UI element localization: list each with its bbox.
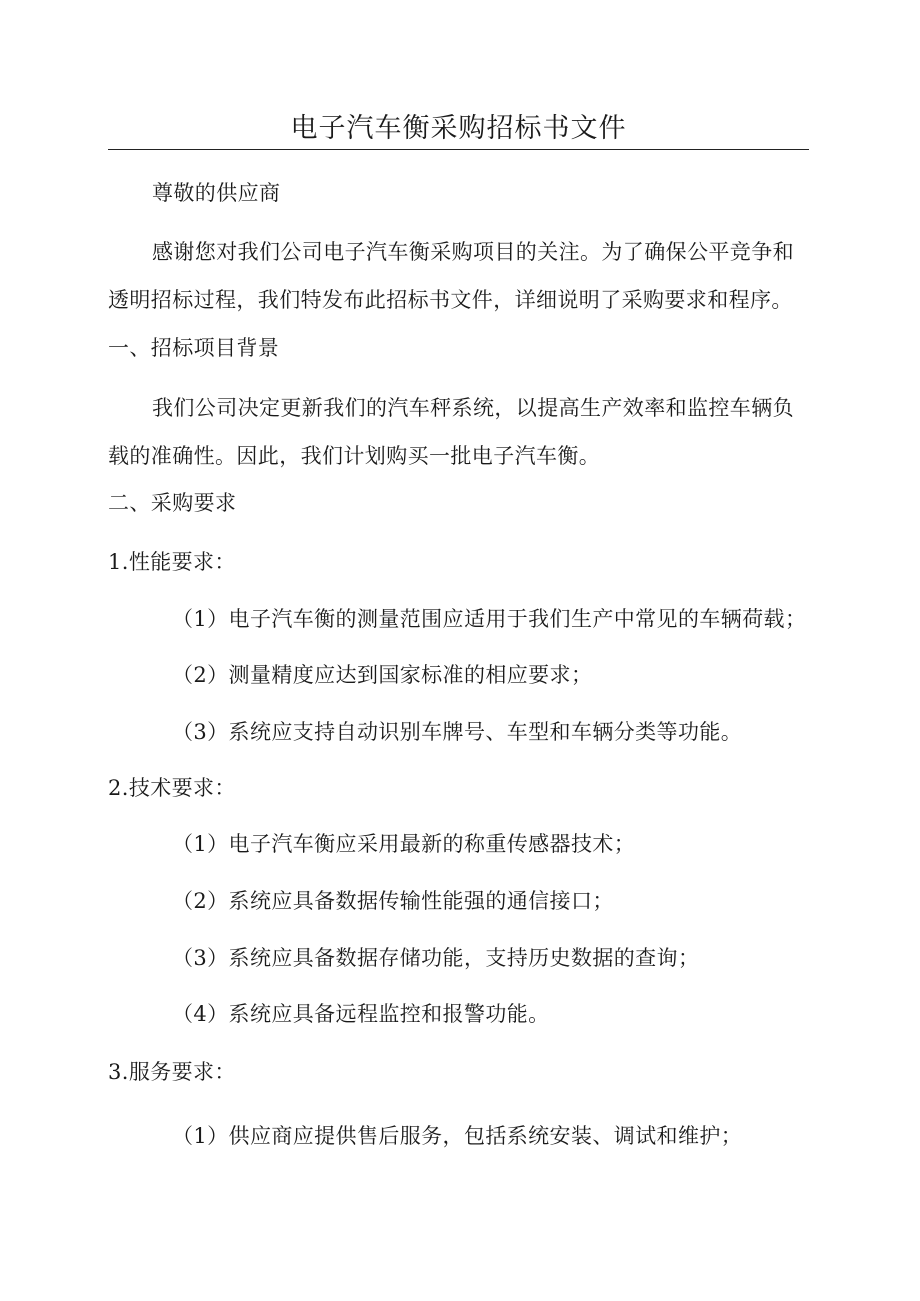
technical-item-2: （2）系统应具备数据传输性能强的通信接口； bbox=[172, 889, 614, 913]
service-item-1: （1）供应商应提供售后服务，包括系统安装、调试和维护； bbox=[172, 1124, 743, 1148]
intro-paragraph: 感谢您对我们公司电子汽车衡采购项目的关注。为了确保公平竞争和透明招标过程，我们特发布此招标书文件，详细说明了采购要求和程序。 bbox=[108, 240, 794, 312]
section-heading-background: 一、招标项目背景 bbox=[108, 336, 280, 360]
technical-item-1: （1）电子汽车衡应采用最新的称重传感器技术； bbox=[172, 832, 636, 856]
performance-item-3: （3）系统应支持自动识别车牌号、车型和车辆分类等功能。 bbox=[172, 720, 743, 744]
subheading-service: 3.服务要求： bbox=[108, 1060, 236, 1084]
performance-item-1: （1）电子汽车衡的测量范围应适用于我们生产中常见的车辆荷载； bbox=[172, 607, 807, 631]
subheading-technical: 2.技术要求： bbox=[108, 776, 236, 800]
technical-item-3: （3）系统应具备数据存储功能，支持历史数据的查询； bbox=[172, 946, 700, 970]
salutation: 尊敬的供应商 bbox=[152, 181, 281, 205]
document-title: 电子汽车衡采购招标书文件 bbox=[290, 113, 627, 144]
performance-item-2: （2）测量精度应达到国家标准的相应要求； bbox=[172, 663, 593, 687]
title-underline bbox=[108, 149, 809, 150]
technical-item-4: （4）系统应具备远程监控和报警功能。 bbox=[172, 1002, 550, 1026]
subheading-performance: 1.性能要求： bbox=[108, 550, 236, 574]
background-paragraph: 我们公司决定更新我们的汽车秤系统，以提高生产效率和监控车辆负载的准确性。因此，我们计划购买一批电子汽车衡。 bbox=[108, 396, 794, 468]
section-heading-requirements: 二、采购要求 bbox=[108, 491, 237, 515]
